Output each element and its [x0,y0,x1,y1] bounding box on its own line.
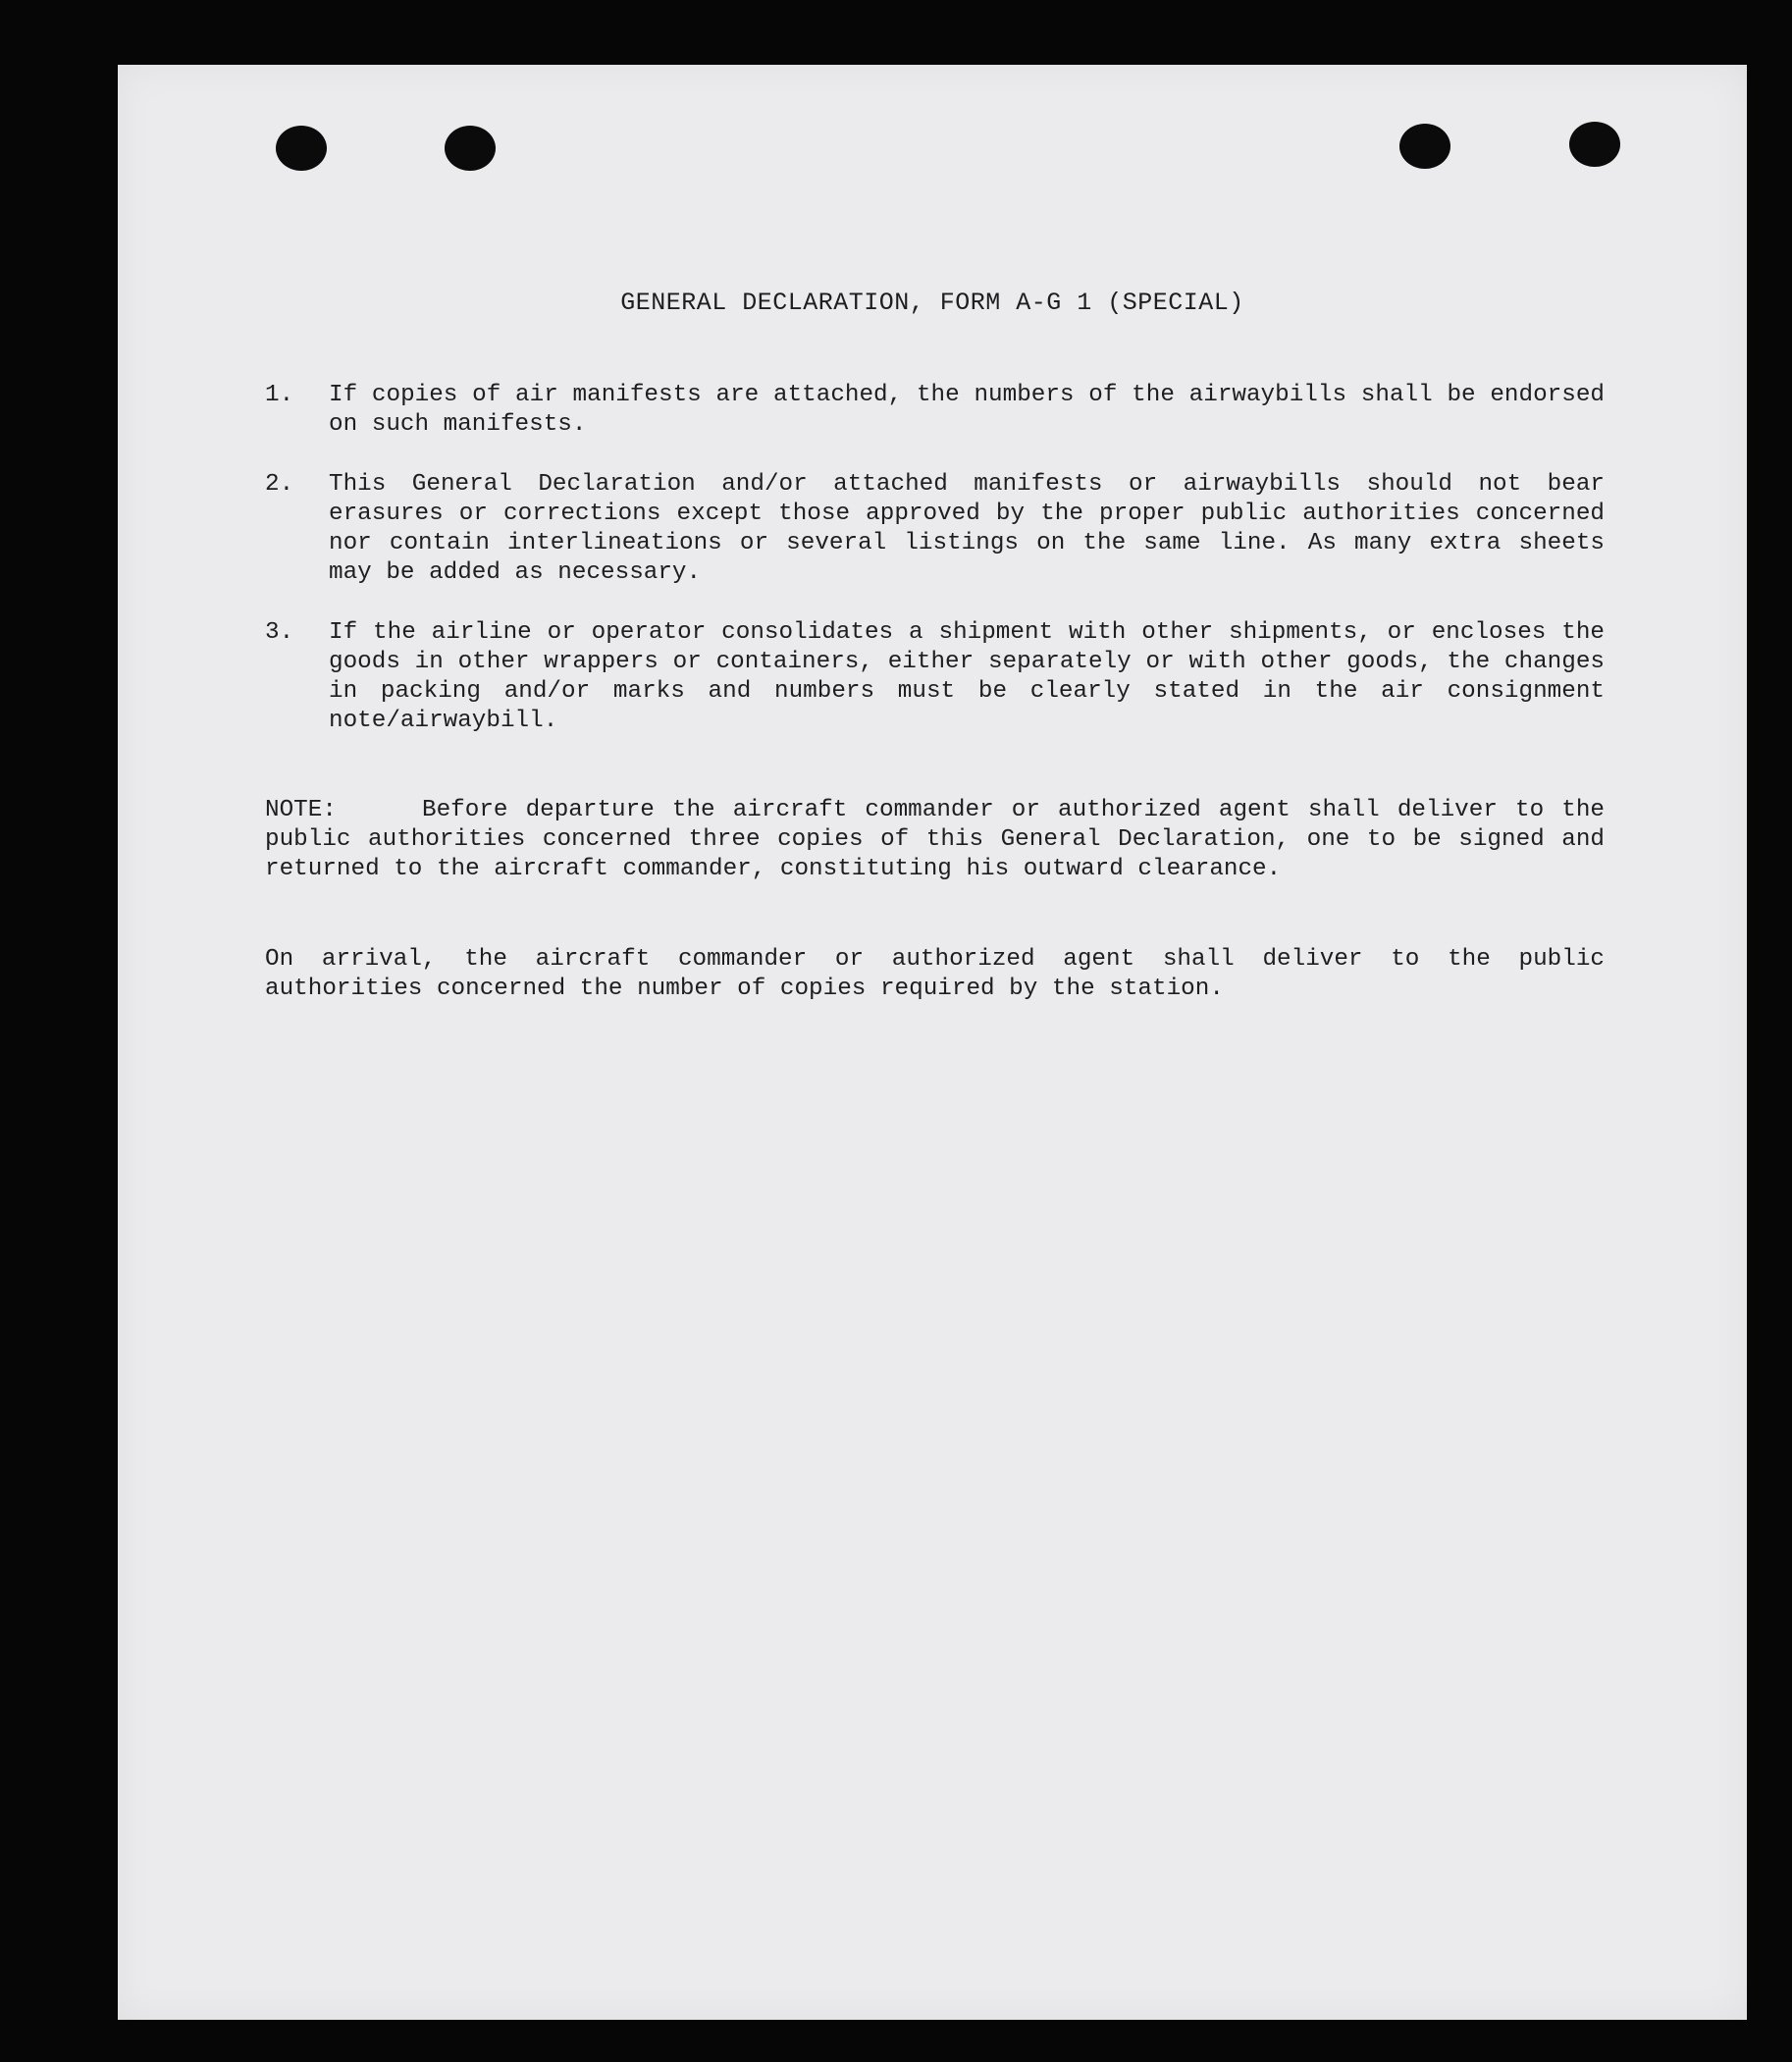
note-text: Before departure the aircraft commander or authorized agent shall deliver to the public authorities concerned three copies of this General Declaration, one to be signed and returned to the aircraft commander, constituting his outward clearance. [265,797,1605,882]
document-page [118,65,1747,2020]
arrival-paragraph: On arrival, the aircraft commander or authorized agent shall deliver to the public authorities concerned the number of copies required by the station. [265,946,1605,1002]
item-text: This General Declaration and/or attached manifests or airwaybills should not bear erasures or corrections except those approved by the proper public authorities concerned nor contain interlineations or several listings on the same line. As many extra sheets may be added as necessary. [329,471,1605,586]
item-text: If copies of air manifests are attached, the numbers of the airwaybills shall be endorsed on such manifests. [329,382,1605,438]
document-title: GENERAL DECLARATION, FORM A-G 1 (SPECIAL) [620,289,1244,317]
note-paragraph [265,796,1605,884]
item-text: If the airline or operator consolidates a shipment with other shipments, or encloses the goods in other wrappers or containers, either separately or with other goods, the changes in packing and/or marks and numbers must be clearly stated in the air consignment note/airwaybill. [329,619,1605,734]
instruction-item-2 [265,470,1605,588]
instruction-item-3 [265,618,1605,736]
punch-hole-1 [276,126,327,171]
punch-hole-2 [445,126,496,171]
punch-hole-4 [1569,122,1620,167]
item-number: 1. [265,382,294,408]
instruction-item-1 [265,381,1605,440]
punch-hole-3 [1399,124,1450,169]
item-number: 2. [265,471,294,498]
item-number: 3. [265,619,294,646]
note-label: NOTE: [265,797,337,823]
